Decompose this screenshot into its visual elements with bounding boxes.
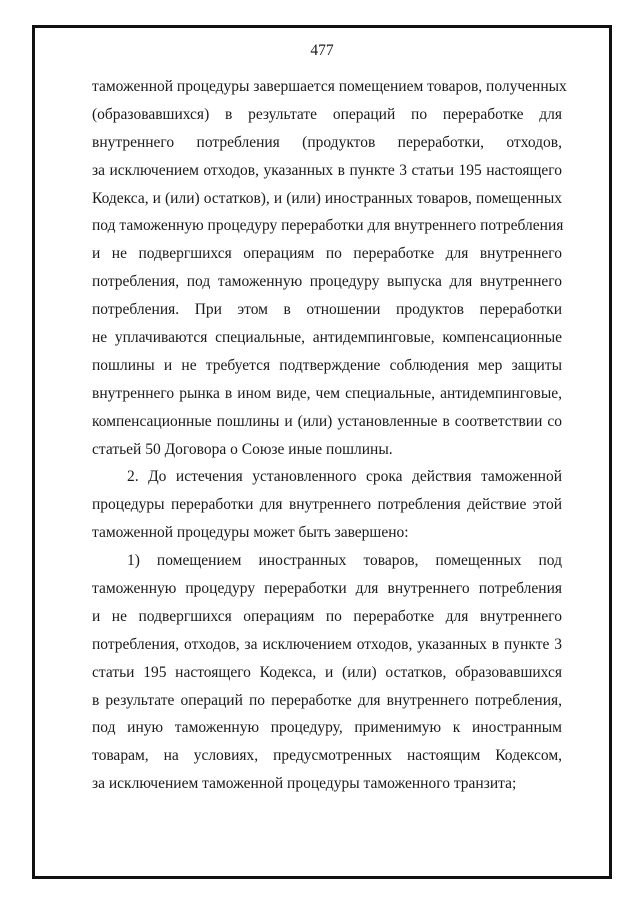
text-line: за исключением таможенной процедуры таможенного транзита; xyxy=(92,775,517,793)
text-line: пошлины и не требуется подтверждение соблюдения мер защиты xyxy=(92,356,562,374)
text-line: компенсационные пошлины и (или) установленные в соответствии со xyxy=(92,412,562,430)
page-number: 477 xyxy=(310,42,334,59)
text-line: под таможенную процедуру переработки для внутреннего потребления xyxy=(92,217,564,235)
page-frame xyxy=(32,25,612,879)
text-line: Кодекса, и (или) остатков), и (или) иностранных товаров, помещенных xyxy=(92,189,562,207)
text-line: товарам, на условиях, предусмотренных настоящим Кодексом, xyxy=(92,747,562,765)
text-line: 1) помещением иностранных товаров, помещенных под xyxy=(127,552,562,570)
text-line: за исключением отходов, указанных в пункте 3 статьи 195 настоящего xyxy=(92,161,562,179)
text-line: потребления. При этом в отношении продуктов переработки xyxy=(92,301,562,319)
text-line: и не подвергшихся операциям по переработке для внутреннего xyxy=(92,245,562,263)
text-line: потребления, отходов, за исключением отходов, указанных в пункте 3 xyxy=(92,635,562,653)
text-line: внутреннего рынка в ином виде, чем специальные, антидемпинговые, xyxy=(92,384,562,402)
document-body xyxy=(92,73,567,798)
text-line: не уплачиваются специальные, антидемпинговые, компенсационные xyxy=(92,329,562,347)
text-line: таможенной процедуры завершается помещением товаров, полученных xyxy=(92,78,567,95)
text-line: статьи 195 настоящего Кодекса, и (или) остатков, образовавшихся xyxy=(92,663,562,681)
text-line: в результате операций по переработке для внутреннего потребления, xyxy=(92,691,562,709)
text-line: под иную таможенную процедуру, применимую к иностранным xyxy=(92,719,562,737)
text-line: (образовавшихся) в результате операций по переработке для xyxy=(92,105,562,123)
text-line: таможенную процедуру переработки для внутреннего потребления xyxy=(92,580,562,598)
text-line: процедуры переработки для внутреннего потребления действие этой xyxy=(92,496,562,514)
text-line: 2. До истечения установленного срока действия таможенной xyxy=(127,468,562,486)
text-line: потребления, под таможенную процедуру выпуска для внутреннего xyxy=(92,273,562,291)
text-line: и не подвергшихся операциям по переработке для внутреннего xyxy=(92,607,562,625)
text-line: таможенной процедуры может быть завершено: xyxy=(92,524,409,542)
text-line: внутреннего потребления (продуктов переработки, отходов, xyxy=(92,133,562,151)
text-line: статьей 50 Договора о Союзе иные пошлины. xyxy=(92,440,393,458)
